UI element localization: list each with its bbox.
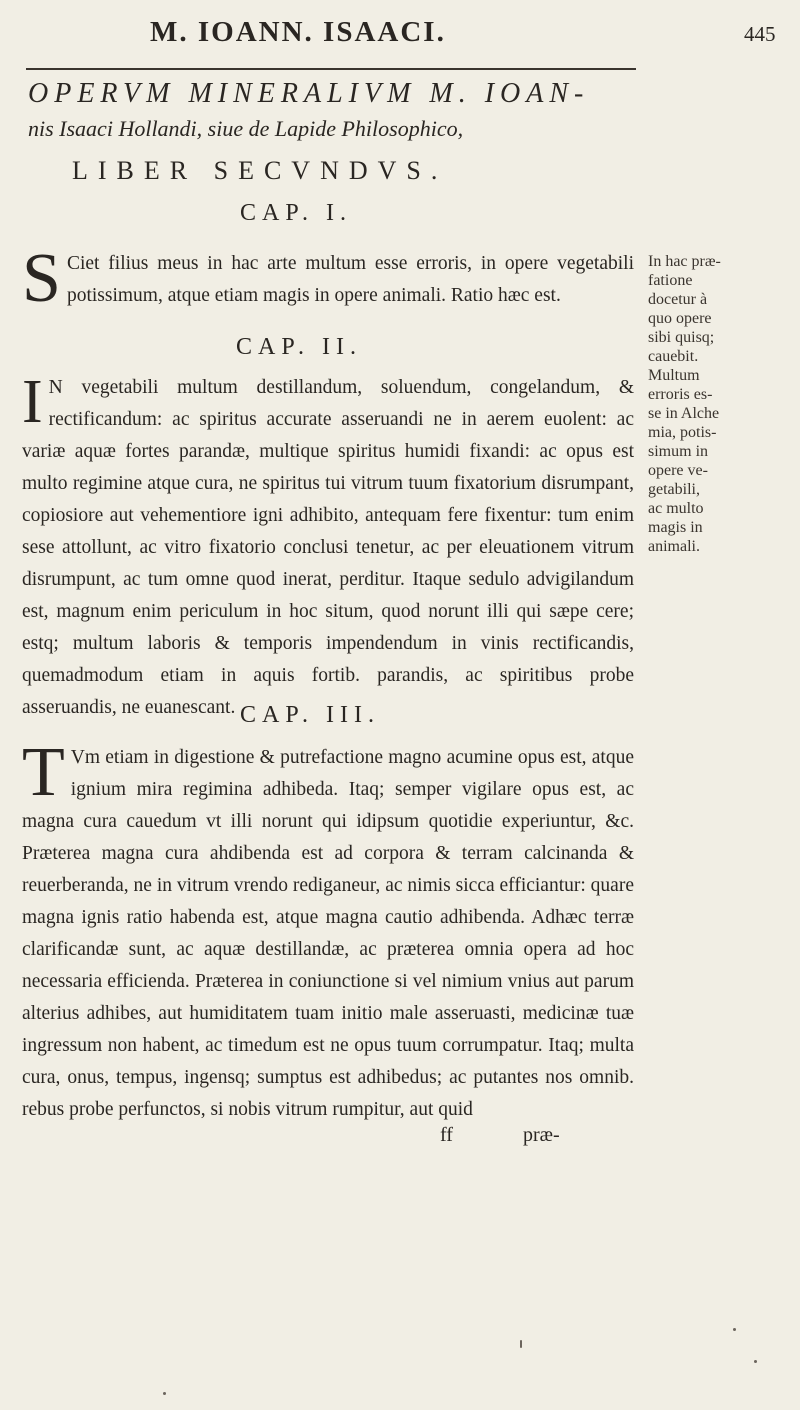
marginal-line: docetur à [648,291,708,308]
marginal-line: sibi quisq; [648,329,715,346]
marginal-line: getabili, [648,481,700,498]
marginal-line: opere ve- [648,462,708,479]
marginal-line: simum in [648,443,709,460]
chapter-heading-1: CAP. I. [240,200,353,226]
header-rule [26,68,636,70]
dropcap-s: S [22,240,61,317]
marginal-line: se in Alche [648,405,720,422]
paper-speck [163,1392,166,1395]
chapter-1-body: Ciet filius meus in hac arte multum esse erroris, in opere vegetabili potissimum, atque etiam magis in opere animali. Ratio hæc est. [66,253,634,306]
catchword: præ- [522,1124,560,1146]
marginal-line: cauebit. [648,348,699,365]
book-title: LIBER SECVNDVS. [72,156,448,185]
marginal-line: quo opere [648,310,712,327]
chapter-2-body: N vegetabili multum destillandum, soluendum, congelandum, & rectificandum: ac spiritus accurate asseruandi ne in aerem euolent: ac variæ aquæ fortes parandæ, multique spiritus humidi fixandi: ac opus est multo regimine atque cura, ne spiritus tui vitrum tuum fixatorium disrumpant, copiosiore aut vehementiore igni adhibito, antequam fere fixentur: tum enim sese attollunt, ac vitro fixatorio conclusi tenetur, ac per eleuationem vitrum disrumpunt, ac tum omne quod inerat, perditur. Itaque sedulo advigilandum est, magnum enim periculum in hoc situm, quod norunt illi qui sæpe cere; estq; multum laboris & temporis impendendum in vinis rectificandis, quemadmodum etiam in aquis fortib. parandis, ac spiritibus probe asseruandis, ne euanescant. [22,377,634,718]
running-head: M. IOANN. ISAACI. [150,16,446,48]
paper-speck [754,1360,757,1363]
chapter-3-body: Vm etiam in digestione & putrefactione magno acumine opus est, atque ignium mira regimina adhibeda. Itaq; semper vigilare opus est, ac magna cura cauedum vt illi norunt qui idipsum quotidie experiuntur, &c. Præterea magna cura ahdibenda est ad corpora & terram calcinanda & reuerberanda, ne in vitrum vrendo rediganeur, ac nimis sicca efficiantur: quare magna ignis ratio habenda est, atque magna cautio adhibenda. Adhæc terræ clarificandæ sunt, ac aquæ destillandæ, ac præterea omnia opera ad hoc necessaria efficienda. Præterea in coniunctione si vel nimium vnius aut parum alterius adhibes, aut humiditatem tuam initio male asseruasti, medicinæ tuæ ingressum non habent, ac timedum est ne opus tuum corrumpatur. Itaq; multa cura, onus, tempus, ingensq; sumptus est adhibedus; ac putantes nos omnib. rebus probe perfunctos, si nobis vitrum rumpitur, aut quid [22,747,634,1120]
marginal-note [648,252,756,556]
marginal-line: fatione [648,272,693,289]
marginal-line: Multum [648,367,700,384]
signature-mark: ff [440,1124,453,1146]
page-number: 445 [744,22,776,46]
paper-speck [520,1340,522,1348]
marginal-line: mia, potis- [648,424,717,441]
marginal-line: magis in [648,519,703,536]
marginal-line: animali. [648,538,700,555]
work-title: OPERVM MINERALIVM M. IOAN- [28,78,590,109]
chapter-1-text [22,240,634,317]
marginal-line: ac multo [648,500,704,517]
work-subtitle: nis Isaaci Hollandi, siue de Lapide Philosophico, [28,116,464,141]
marginal-line: erroris es- [648,386,713,403]
chapter-2-text [22,368,634,724]
catchwords [440,1124,560,1147]
dropcap-t: T [22,734,65,811]
marginal-line: In hac præ- [648,253,721,270]
chapter-heading-2: CAP. II. [236,334,363,360]
dropcap-i: I [22,368,43,436]
chapter-3-text [22,734,634,1126]
chapter-heading-3: CAP. III. [240,702,381,728]
paper-speck [733,1328,736,1331]
